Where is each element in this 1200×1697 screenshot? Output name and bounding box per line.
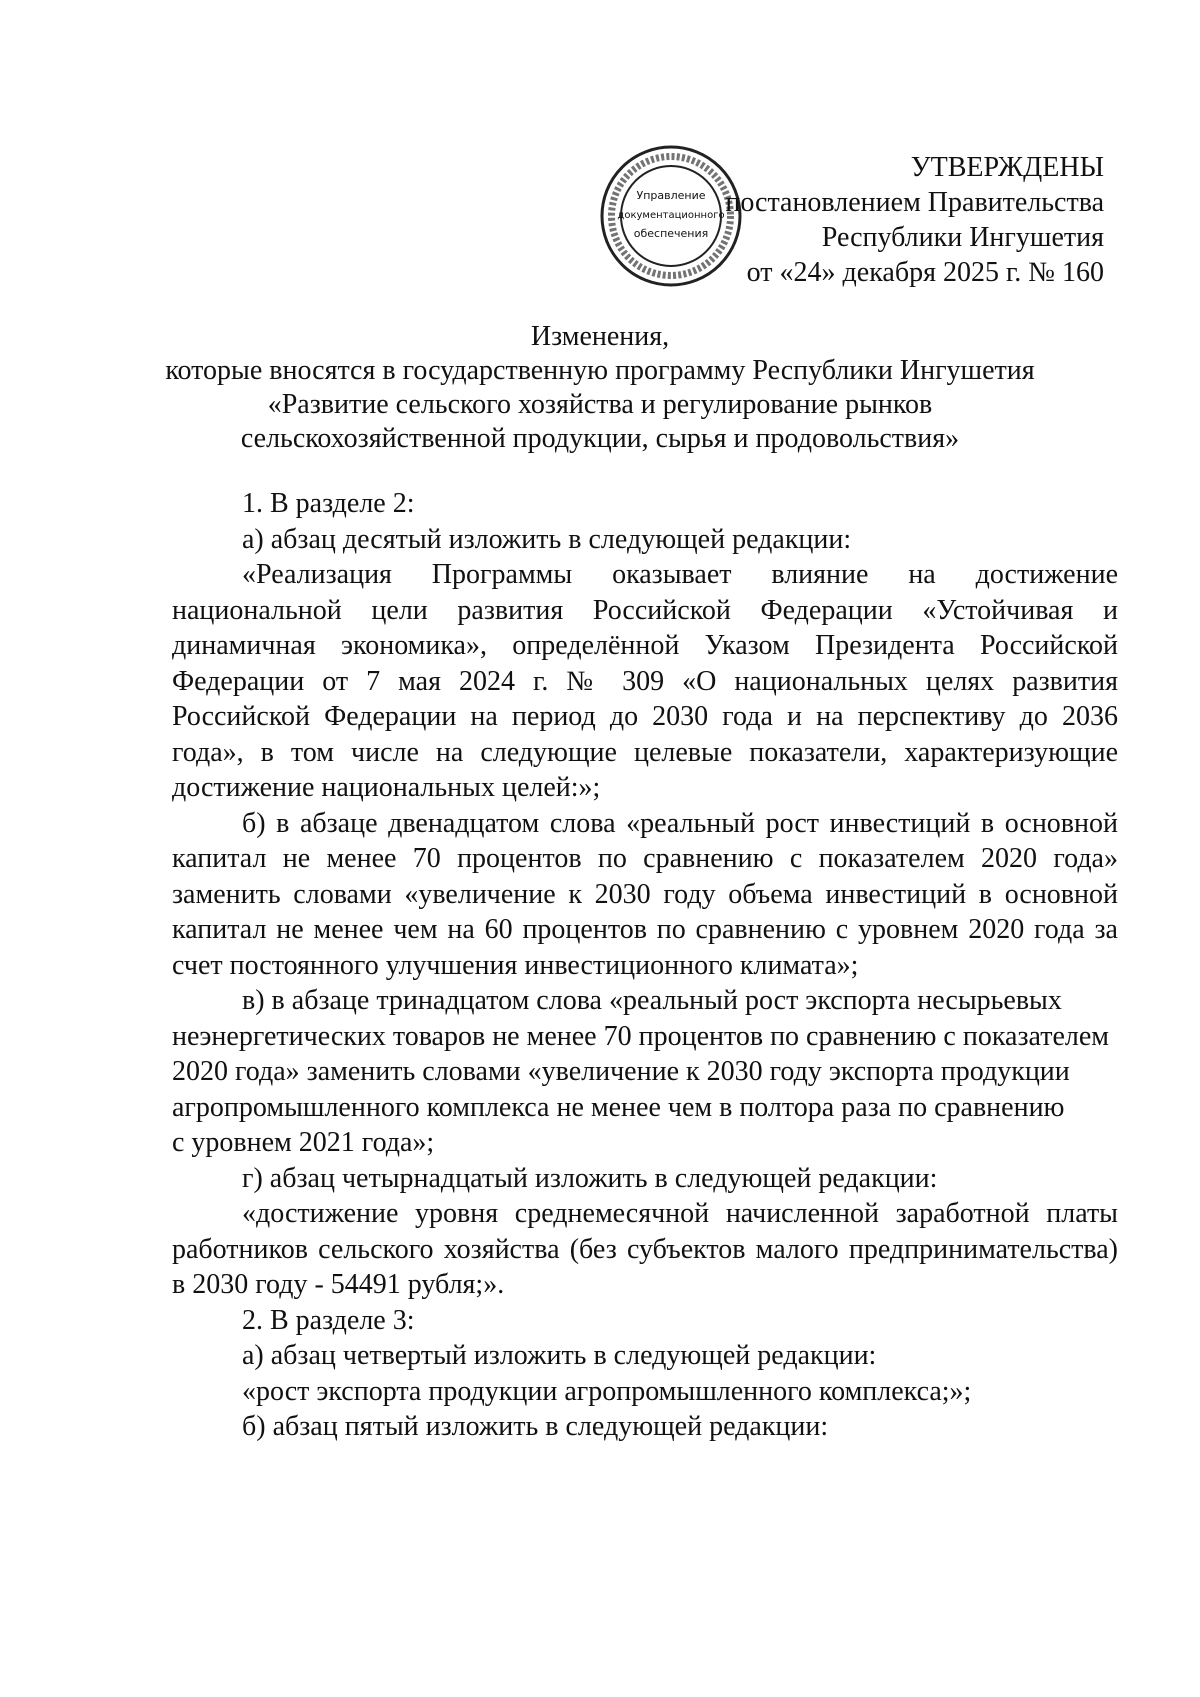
title-line-4: сельскохозяйственной продукции, сырья и продовольствия» (240, 423, 960, 454)
stamp-line-2: документационного (617, 210, 725, 221)
approval-date-number: от «24» декабря 2025 г. № 160 (746, 257, 1104, 288)
paragraph: «рост экспорта продукции агропромышленного комплекса;»; (242, 1375, 972, 1407)
section-heading: 1. В разделе 2: (242, 488, 415, 519)
approval-resolution: постановлением Правительства (725, 187, 1104, 218)
document-title (150, 320, 1050, 456)
paragraph: «Реализация Программы оказывает влияние на достижение национальной цели развития Российской Федерации «Устойчивая и динамичная экономика», определённой Указом Президента Российской Федерации от 7 мая 2024 г. № 309 «О национальных целях развития Российской Федерации на период до 2030 года и на перспективу до 2036 года», в том числе на следующие целевые показатели, характеризующие достижение национальных целей:»; (172, 559, 1118, 803)
stamp-line-1: Управление (636, 189, 706, 202)
paragraph: а) абзац десятый изложить в следующей редакции: (242, 523, 852, 555)
paragraph: б) в абзаце двенадцатом слова «реальный рост инвестиций в основной капитал не менее 70 процентов по сравнению с показателем 2020 года» заменить словами «увеличение к 2030 году объема инвестиций в основной капитал не менее чем на 60 процентов по сравнению с уровнем 2020 года за счет постоянного улучшения инвестиционного климата»; (172, 807, 1118, 981)
paragraph-continuation: с уровнем 2021 года»; (172, 1127, 435, 1158)
stamp-line-3: обеспечения (633, 227, 709, 240)
paragraph: г) абзац четырнадцатый изложить в следующей редакции: (242, 1162, 938, 1194)
approval-heading: УТВЕРЖДЕНЫ (910, 152, 1104, 183)
document-body (172, 486, 1118, 1445)
section-heading: 2. В разделе 3: (242, 1304, 415, 1336)
title-line-3: «Развитие сельского хозяйства и регулирование рынков (267, 389, 933, 420)
approval-republic: Республики Ингушетия (821, 222, 1104, 253)
title-line-2: которые вносятся в государственную программу Республики Ингушетия (165, 355, 1035, 386)
approval-block (725, 150, 1104, 290)
paragraph: в) в абзаце тринадцатом слова «реальный рост экспорта несырьевых неэнергетических товаров не менее 70 процентов по сравнению с показателем 2020 года» заменить словами «увеличение к 2030 году экспорта продукции агропромышленного комплекса не менее чем в полтора раза по сравнению (172, 985, 1109, 1123)
paragraph: б) абзац пятый изложить в следующей редакции: (242, 1411, 829, 1442)
official-stamp (599, 144, 743, 288)
title-line-1: Изменения, (530, 321, 670, 352)
paragraph: а) абзац четвертый изложить в следующей редакции: (242, 1340, 877, 1371)
paragraph: «достижение уровня среднемесячной начисленной заработной платы работников сельского хозяйства (без субъектов малого предпринимательства) в 2030 году - 54491 рубля;». (172, 1198, 1118, 1300)
